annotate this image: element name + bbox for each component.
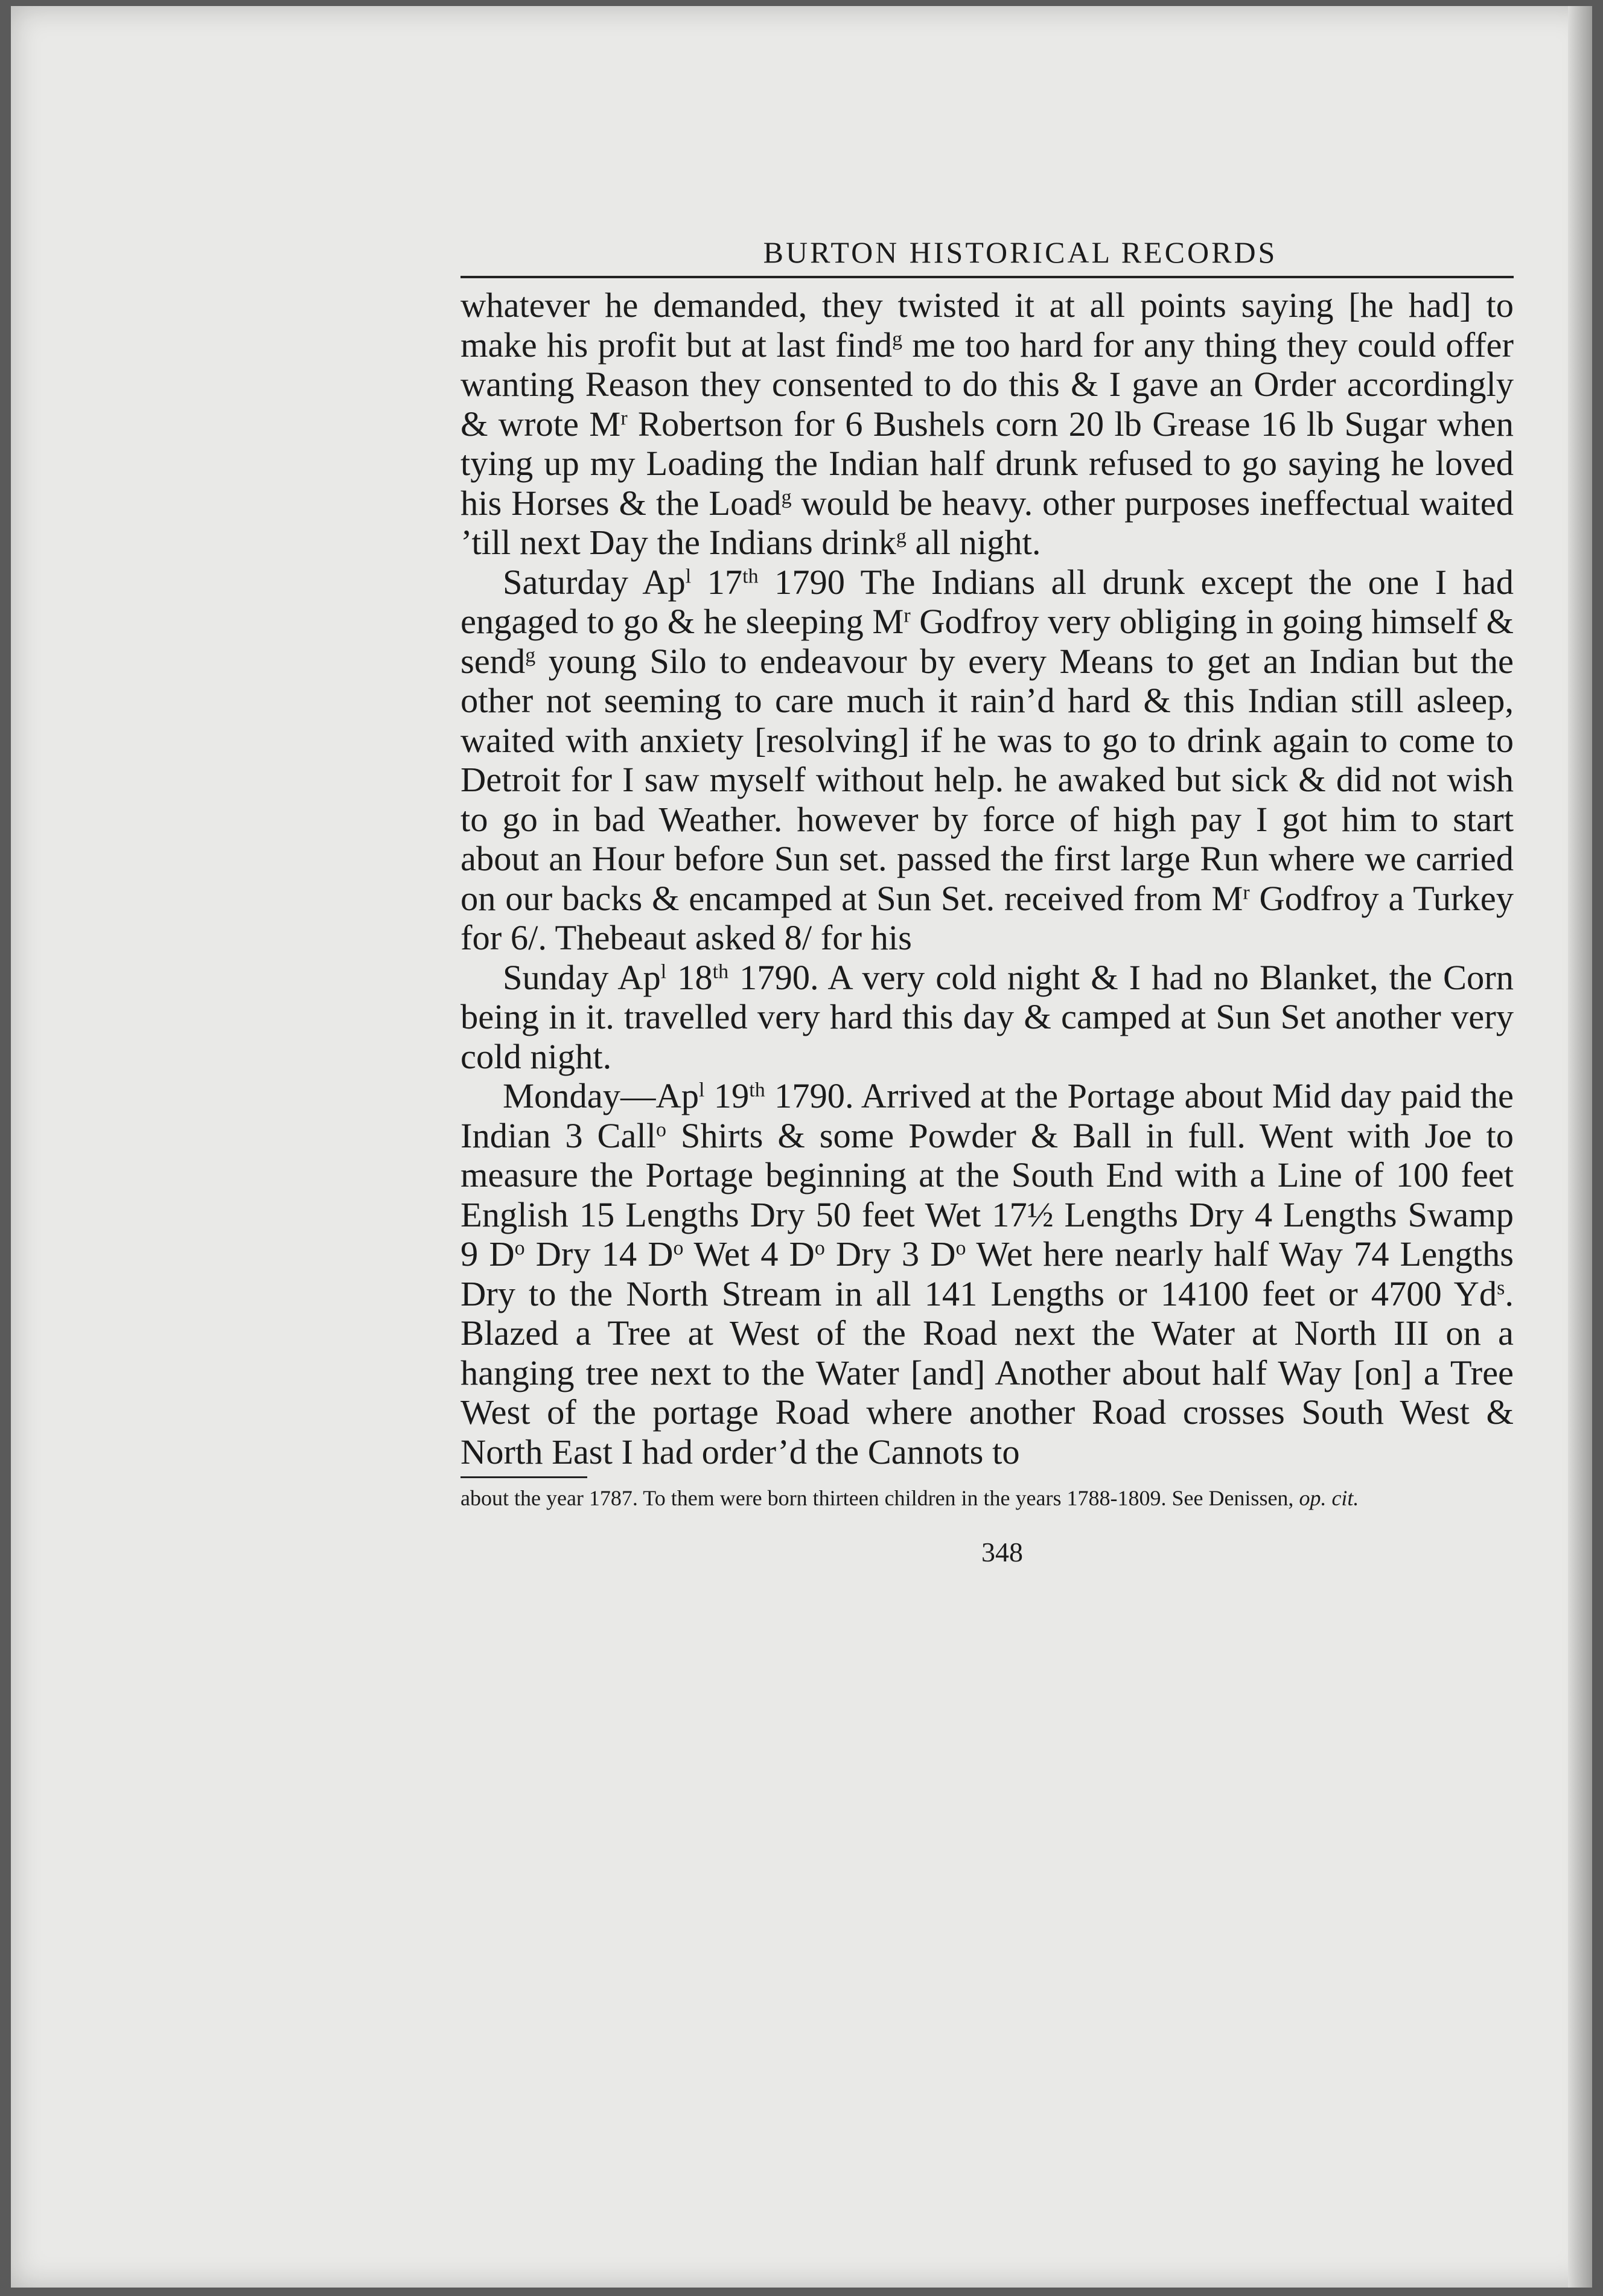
text-run: 1790. Arrived at the Portage about Mid day paid the Indian 3 Call xyxy=(461,1076,1514,1155)
text-run: 1790 The Indians all drunk except the one I had engaged to go & he sleeping M xyxy=(461,562,1514,641)
page-content xyxy=(461,232,1514,2103)
superscript: l xyxy=(685,564,692,587)
superscript: o xyxy=(814,1237,825,1260)
superscript: r xyxy=(620,406,628,429)
superscript: r xyxy=(1243,881,1250,904)
page-number: 348 xyxy=(981,1537,1023,1567)
scanned-page xyxy=(11,6,1592,2288)
text-run: Dry 3 D xyxy=(824,1234,956,1274)
text-run: Robertson for 6 Bushels corn 20 lb Grease 16 lb Sugar when tying up my Loading the Indian half drunk refused to go saying he loved his Horses & the Load xyxy=(461,404,1514,523)
footnote-text: about the year 1787. To them were born thirteen children in the years 1788-1809. See Denissen, xyxy=(461,1486,1299,1510)
text-run: Wet here nearly half Way 74 Lengths Dry to the North Stream in all 141 Lengths or 14100 feet or 4700 Yd xyxy=(461,1234,1514,1313)
text-run: 1790. A very cold night & I had no Blanket, the Corn being in it. travelled very hard this day & camped at Sun Set another very cold night. xyxy=(461,957,1514,1076)
text-run: Dry 14 D xyxy=(524,1234,674,1274)
body-text xyxy=(461,285,1514,1472)
footnote-citation: op. cit. xyxy=(1299,1486,1359,1510)
text-run: Monday—Ap xyxy=(503,1076,699,1115)
paragraph-2 xyxy=(461,563,1514,958)
superscript: g xyxy=(892,327,903,350)
text-run: Saturday Ap xyxy=(503,562,686,602)
superscript: th xyxy=(749,1079,765,1102)
text-run: all night. xyxy=(906,523,1041,562)
text-run: 17 xyxy=(691,562,743,602)
superscript: o xyxy=(514,1237,525,1260)
text-run: 19 xyxy=(704,1076,750,1115)
text-run: would be heavy. other purposes ineffectual waited ’till next Day the Indians drink xyxy=(461,483,1514,562)
footnote xyxy=(461,1485,1514,1511)
superscript: o xyxy=(673,1237,684,1260)
superscript: th xyxy=(742,564,759,587)
superscript: th xyxy=(712,960,729,983)
paragraph-3 xyxy=(461,958,1514,1077)
running-head: BURTON HISTORICAL RECORDS xyxy=(763,235,1278,269)
paragraph-4 xyxy=(461,1076,1514,1472)
superscript: r xyxy=(903,604,911,627)
text-run: . Blazed a Tree at West of the Road next the Water at North III on a hanging tree next to the Water [and] Another about half Way [on] a Tree West of the portage Road where another Road crosses South West & North East I had order’d the Cannots to xyxy=(461,1274,1514,1472)
header-rule xyxy=(461,276,1514,278)
page-edge-shadow xyxy=(1568,6,1592,2288)
text-run: Wet 4 D xyxy=(683,1234,815,1274)
superscript: g xyxy=(525,643,536,666)
footnote-rule xyxy=(461,1476,587,1478)
text-run: Shirts & some Powder & Ball in full. Went with Joe to measure the Portage beginning at the South End with a Line of 100 feet English 15 Lengths Dry 50 feet Wet 17½ Lengths Dry 4 Lengths Swamp 9 D xyxy=(461,1115,1514,1274)
text-run: Godfroy very obliging in going himself & send xyxy=(461,602,1514,681)
paragraph-1 xyxy=(461,285,1514,563)
superscript: g xyxy=(781,485,792,508)
superscript: l xyxy=(698,1079,705,1102)
superscript: l xyxy=(660,960,667,983)
text-run: whatever he demanded, they twisted it at all points saying [he had] to make his profit but at last find xyxy=(461,285,1514,365)
superscript: o xyxy=(955,1237,966,1260)
superscript: g xyxy=(896,525,907,548)
superscript: o xyxy=(656,1118,666,1141)
superscript: s xyxy=(1497,1276,1505,1299)
text-run: Sunday Ap xyxy=(503,957,661,997)
text-run: young Silo to endeavour by every Means to get an Indian but the other not seeming to care much it rain’d hard & this Indian still asleep, waited with anxiety [resolving] if he was to go to drink again to come to Detroit for I saw myself without help. he awaked but sick & did not wish to go in bad Weather. however by force of high pay I got him to start about an Hour before Sun set. passed the first large Run where we carried on our backs & encamped at Sun Set. received from M xyxy=(461,641,1514,918)
text-run: Godfroy a Turkey for 6/. Thebeaut asked 8/ for his xyxy=(461,878,1514,957)
text-run: me too hard for any thing they could offer wanting Reason they consented to do this & I gave an Order accordingly & wrote M xyxy=(461,325,1514,444)
text-run: 18 xyxy=(666,957,713,997)
